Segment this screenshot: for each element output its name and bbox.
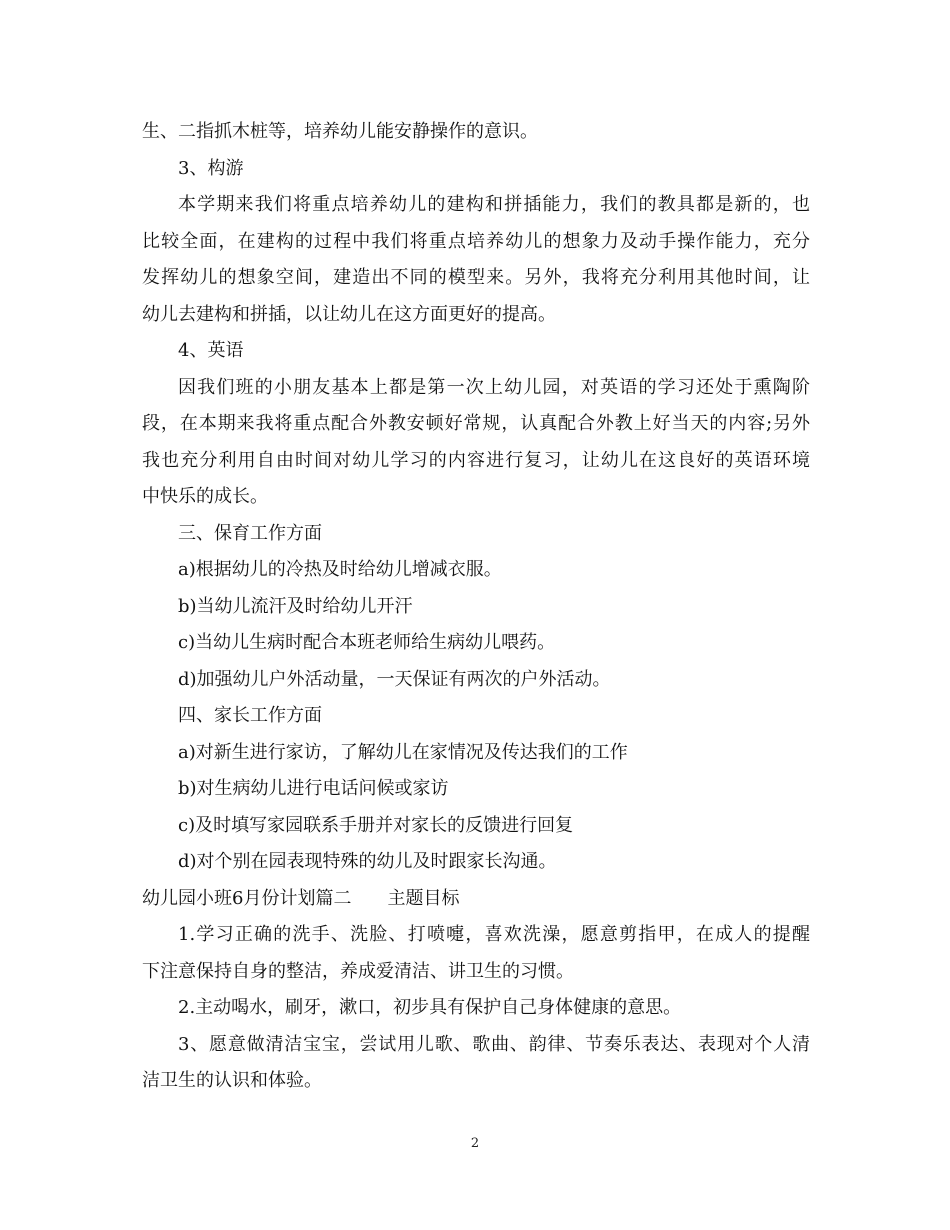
list-item: a)对新生进行家访，了解幼儿在家情况及传达我们的工作	[178, 741, 628, 763]
list-item: c)及时填写家园联系手册并对家长的反馈进行回复	[178, 814, 574, 836]
list-item: c)当幼儿生病时配合本班老师给生病幼儿喂药。	[178, 632, 556, 653]
paragraph-line: 下注意保持自身的整洁，养成爱清洁、讲卫生的习惯。	[142, 960, 574, 982]
subheading-subtitle: 主题目标	[387, 887, 460, 909]
list-item: d)对个别在园表现特殊的幼儿及时跟家长沟通。	[178, 851, 557, 872]
paragraph-line: 我也充分利用自由时间对幼儿学习的内容进行复习，让幼儿在这良好的英语环境	[142, 449, 810, 471]
section-heading: 四、家长工作方面	[178, 705, 322, 726]
paragraph-line: 生、二指抓木桩等，培养幼儿能安静操作的意识。	[142, 121, 538, 142]
page-number: 2	[470, 1136, 480, 1151]
list-item: a)根据幼儿的冷热及时给幼儿增减衣服。	[178, 559, 502, 580]
subheading-title: 幼儿园小班6月份计划篇二	[142, 887, 352, 909]
document-body	[142, 114, 810, 1100]
section-heading: 3、构游	[178, 157, 244, 179]
section-heading: 4、英语	[178, 340, 244, 361]
list-item: 2.主动喝水，刷牙，漱口，初步具有保护自己身体健康的意思。	[178, 997, 682, 1018]
paragraph-line: 发挥幼儿的想象空间，建造出不同的模型来。另外，我将充分利用其他时间，让	[142, 267, 810, 288]
section-heading: 三、保育工作方面	[178, 522, 322, 544]
paragraph-line: 段，在本期来我将重点配合外教安顿好常规，认真配合外教上好当天的内容;另外	[142, 413, 810, 434]
list-item: b)当幼儿流汗及时给幼儿开汗	[178, 595, 413, 617]
list-item: d)加强幼儿户外活动量，一天保证有两次的户外活动。	[178, 668, 611, 690]
paragraph-line: 幼儿去建构和拼插，以让幼儿在这方面更好的提高。	[142, 303, 556, 325]
paragraph-line: 比较全面，在建构的过程中我们将重点培养幼儿的想象力及动手操作能力，充分	[142, 230, 810, 252]
list-item: 3、愿意做清洁宝宝，尝试用儿歌、歌曲、韵律、节奏乐表达、表现对个人清	[178, 1033, 810, 1055]
paragraph-line: 本学期来我们将重点培养幼儿的建构和拼插能力，我们的教具都是新的，也	[178, 194, 810, 215]
list-item: b)对生病幼儿进行电话问候或家访	[178, 778, 449, 799]
paragraph-line: 中快乐的成长。	[142, 486, 268, 507]
paragraph-line: 因我们班的小朋友基本上都是第一次上幼儿园，对英语的学习还处于熏陶阶	[178, 376, 810, 398]
paragraph-line: 洁卫生的认识和体验。	[142, 1070, 322, 1091]
list-item: 1.学习正确的洗手、洗脸、打喷嚏，喜欢洗澡，愿意剪指甲，在成人的提醒	[178, 924, 810, 945]
document-subheading	[142, 881, 810, 918]
